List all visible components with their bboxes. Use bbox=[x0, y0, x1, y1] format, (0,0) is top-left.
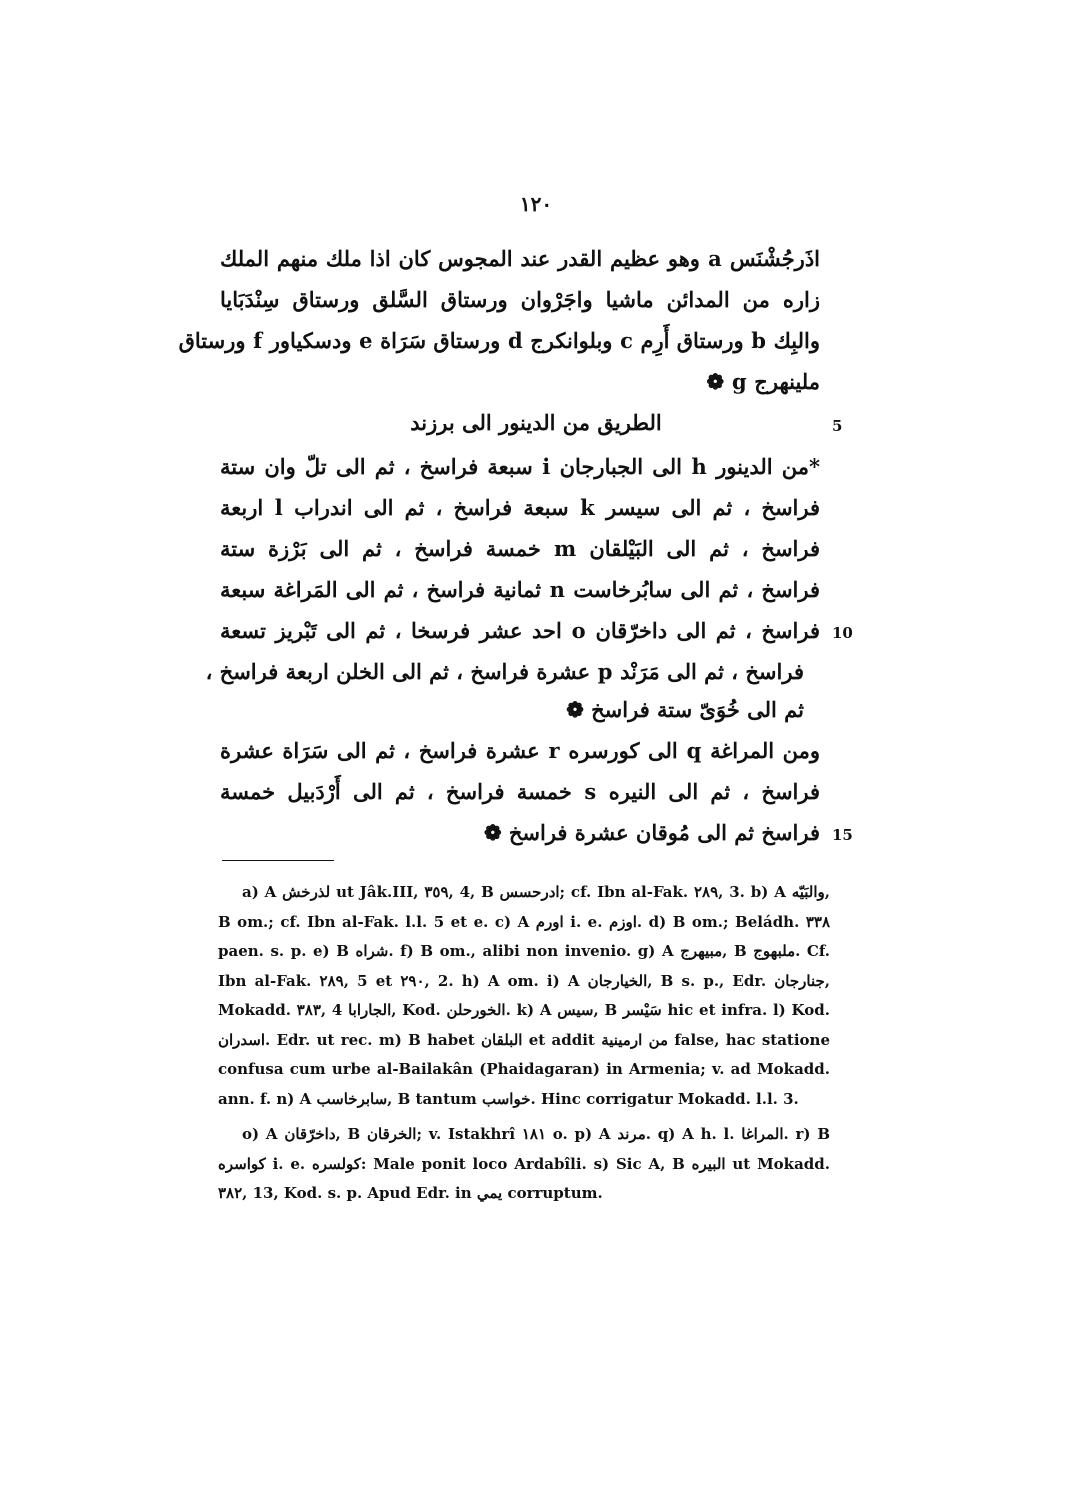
route-line: ثم الى خُوَىّ ستة فراسخ ❁ bbox=[566, 697, 804, 722]
text-line: والبِك b ورستاق أَرِم c وبلوانكرج d ورستاق سَرَاة e ودسكياور f ورستاق bbox=[178, 328, 820, 353]
text-line: زاره من المدائن ماشيا واجَرْوان ورستاق السَّلق ورستاق سِنْدَبَايا bbox=[220, 287, 820, 312]
route-line: ومن المراغة q الى كورسره r عشرة فراسخ ، ثم الى سَرَاة عشرة bbox=[220, 738, 820, 763]
page-number: ١٢٠ bbox=[519, 192, 553, 216]
route-line: فراسخ ، ثم الى سيسر k سبعة فراسخ ، ثم الى اندراب l اربعة bbox=[220, 495, 820, 520]
route-line: فراسخ ، ثم الى مَرَنْد p عشرة فراسخ ، ثم الى الخلن اربعة فراسخ ، bbox=[205, 659, 804, 684]
footnotes bbox=[218, 878, 830, 1215]
section-heading: الطريق من الدينور الى برزند bbox=[410, 410, 662, 435]
route-line: *من الدينور h الى الجبارجان i سبعة فراسخ ، ثم الى تلّ وان ستة bbox=[220, 454, 820, 479]
footnote-block: a) A لذرخش ut Jâk.III, ٣٥٩, 4, B ادرحسس; cf. Ibn al-Fak. ٢٨٩, 3. b) A والبَيّه, B om.; cf. Ibn al-Fak. l.l. 5 et e. c) A اورم i. e. اوزم. d) B om.; Beládh. ٣٣٨ paen. s. p. e) B شراه. f) B om., alibi non invenio. g) A مبيهرج, B ملبهوج. Cf. Ibn al-Fak. ٢٨٩, 5 et ٢٩٠, 2. h) A om. i) A الخيارجان, B s. p., Edr. جنارجان, Mokadd. ٣٨٣, 4 الجارابا, Kod. الخورحلن. k) A سيس, B سَيْسر hic et infra. l) Kod. اسدران. Edr. ut rec. m) B habet البلقان et addit من ارمينية false, hac statione confusa cum urbe al-Bailakân (Phaidagaran) in Armenia; v. ad Mokadd. ann. f. n) A سابرخاسب, B tantum خواسب. Hinc corrigatur Mokadd. l.l. 3. bbox=[218, 883, 831, 1108]
route-line: فراسخ ثم الى مُوقان عشرة فراسخ ❁ bbox=[483, 820, 820, 845]
route-line: فراسخ ، ثم الى داخرّقان o احد عشر فرسخا ، ثم الى تَبْريز تسعة bbox=[220, 618, 820, 643]
text-line: اذَرجُشْنَس a وهو عظيم القدر عند المجوس كان اذا ملك منهم الملك bbox=[220, 246, 821, 271]
footnote-block: o) A داخرّقان, B الخرقان; v. Istakhrî ١٨١ o. p) A مرند. q) A h. l. المراغا. r) B كواسره i. e. كولسره: Male ponit loco Ardabîli. s) Sic A, B البيره ut Mokadd. ٣٨٢, 13, Kod. s. p. Apud Edr. in يمي corruptum. bbox=[218, 1125, 830, 1202]
route-line: فراسخ ، ثم الى البَيْلقان m خمسة فراسخ ، ثم الى بَرْزة ستة bbox=[220, 536, 820, 561]
text-line: ملينهرج g ❁ bbox=[706, 369, 820, 394]
line-number: 15 bbox=[832, 826, 853, 844]
route-line: فراسخ ، ثم الى النيره s خمسة فراسخ ، ثم الى أَرْدَبيل خمسة bbox=[220, 779, 820, 804]
line-number: 10 bbox=[832, 624, 853, 642]
footnote-rule bbox=[222, 860, 334, 861]
route-line: فراسخ ، ثم الى سابُرخاست n ثمانية فراسخ ، ثم الى المَراغة سبعة bbox=[220, 577, 820, 602]
line-number: 5 bbox=[832, 417, 843, 435]
